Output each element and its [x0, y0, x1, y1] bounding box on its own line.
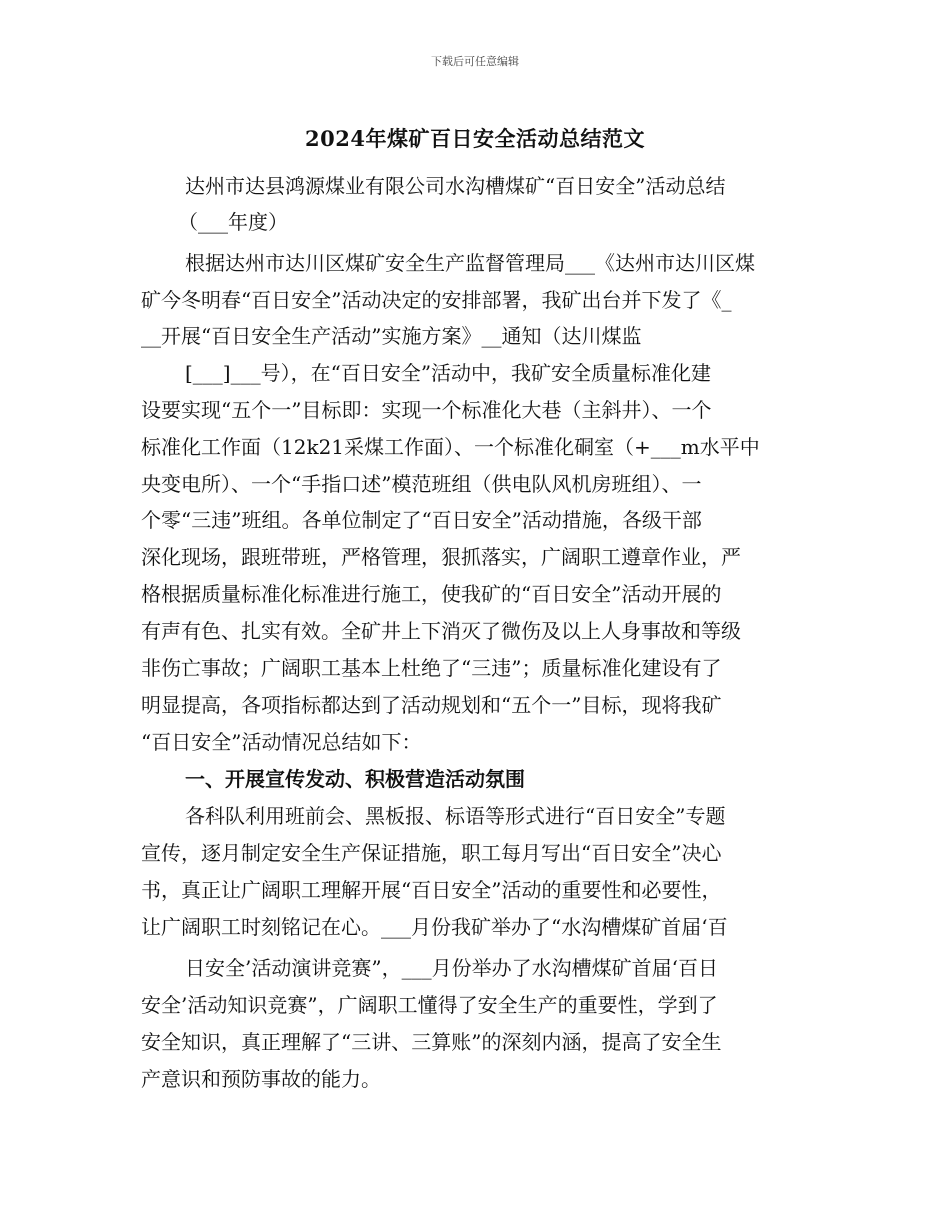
text-line: 个零“三违”班组。各单位制定了“百日安全”活动措施，各级干部	[141, 508, 702, 532]
text-line: （___年度）	[178, 210, 288, 234]
text-line: 日安全’活动演讲竞赛”，___月份举办了水沟槽煤矿首届‘百日	[185, 956, 718, 980]
text-line: 安全知识，真正理解了“三讲、三算账”的深刻内涵，提高了安全生	[141, 1030, 722, 1054]
text-line: 产意识和预防事故的能力。	[141, 1067, 381, 1091]
text-line: 达州市达县鸿源煤业有限公司水沟槽煤矿“百日安全”活动总结	[185, 174, 726, 198]
text-line: 设要实现“五个一”目标即：实现一个标准化大巷（主斜井）、一个	[141, 398, 712, 422]
header-note: 下载后可任意编辑	[431, 55, 519, 68]
text-line: 书，真正让广阔职工理解开展“百日安全”活动的重要性和必要性，	[141, 878, 722, 902]
text-line: 央变电所）、一个“手指口述”模范班组（供电队风机房班组）、一	[141, 472, 702, 496]
text-line: “百日安全”活动情况总结如下：	[141, 730, 422, 754]
text-line: 根据达州市达川区煤矿安全生产监督管理局___《达州市达川区煤	[185, 251, 755, 275]
document-title: 2024年煤矿百日安全活动总结范文	[305, 126, 645, 151]
text-line: 格根据质量标准化标准进行施工，使我矿的“百日安全”活动开展的	[141, 582, 722, 606]
text-line: __开展“百日安全生产活动”实施方案》__通知（达川煤监	[141, 324, 642, 348]
text-line: 宣传，逐月制定安全生产保证措施，职工每月写出“百日安全”决心	[141, 841, 722, 865]
text-line: 深化现场，跟班带班，严格管理，狠抓落实，广阔职工遵章作业，严	[141, 545, 741, 569]
section-heading: 一、开展宣传发动、积极营造活动氛围	[185, 767, 525, 791]
text-line: 有声有色、扎实有效。全矿井上下消灭了微伤及以上人身事故和等级	[141, 619, 741, 643]
text-line: 明显提高，各项指标都达到了活动规划和“五个一”目标，现将我矿	[141, 693, 722, 717]
text-line: 标准化工作面（12k21采煤工作面）、一个标准化硐室（+___m水平中	[141, 435, 760, 459]
text-line: 矿今冬明春“百日安全”活动决定的安排部署，我矿出台并下发了《_	[141, 288, 732, 312]
text-line: 各科队利用班前会、黑板报、标语等形式进行“百日安全”专题	[185, 804, 726, 828]
text-line: 让广阔职工时刻铭记在心。___月份我矿举办了“水沟槽煤矿首届‘百	[141, 915, 728, 939]
text-line: [___]___号），在“百日安全”活动中，我矿安全质量标准化建	[185, 361, 712, 385]
text-line: 非伤亡事故；广阔职工基本上杜绝了“三违”；质量标准化建设有了	[141, 656, 722, 680]
text-line: 安全’活动知识竞赛”，广阔职工懂得了安全生产的重要性，学到了	[141, 993, 718, 1017]
